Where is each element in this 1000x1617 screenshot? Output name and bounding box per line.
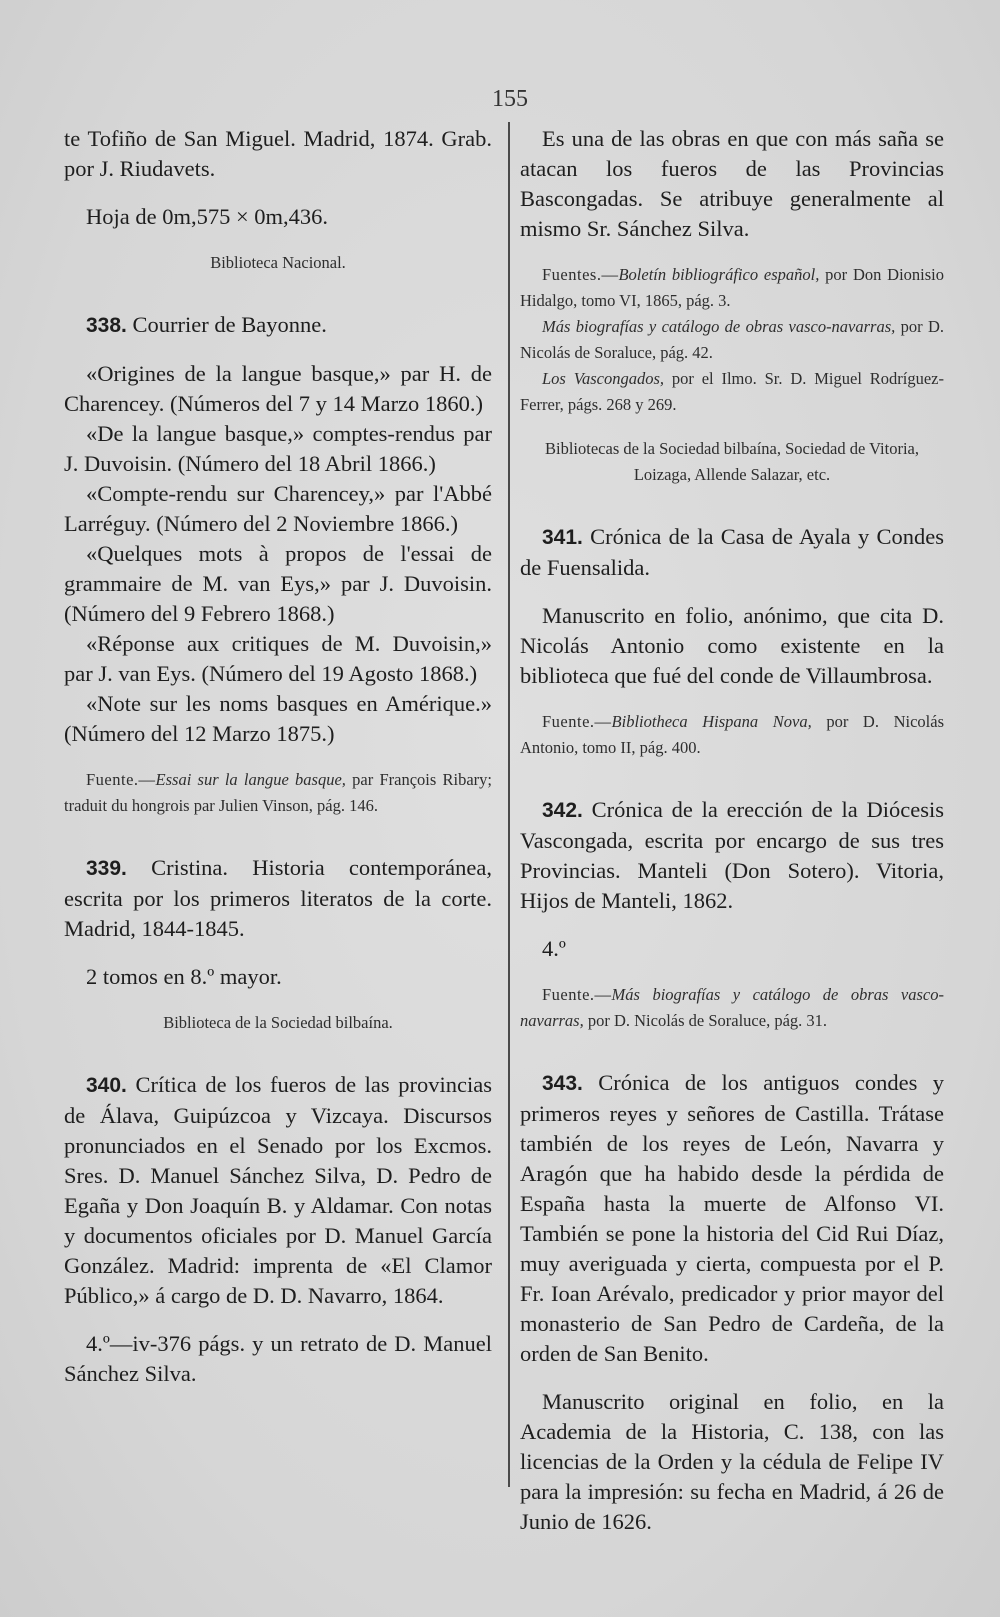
entry-343-number: 343. <box>542 1072 583 1095</box>
left-column <box>64 124 492 1389</box>
source-detail: por D. Nicolás de Soraluce, pág. 31. <box>583 1011 828 1030</box>
entry-338-title: Courrier de Bayonne. <box>132 312 327 337</box>
source-detail: por el Ilmo. Sr. D. Miguel Rodríguez-Ferrer, págs. 268 y 269. <box>520 369 944 414</box>
entry-342-heading <box>520 795 944 916</box>
entry-342-title: Crónica de la erección de la Diócesis Vascongada, escrita por encargo de sus tres Provincias. Manteli (Don Sotero). Vitoria, Hijos de Manteli, 1862. <box>520 797 945 913</box>
right-column <box>520 124 944 1537</box>
entry-342-source <box>520 982 944 1034</box>
entry-343-heading <box>520 1068 944 1369</box>
entry-338-item: «De la langue basque,» comptes-rendus par J. Duvoisin. (Número del 18 Abril 1866.) <box>64 421 492 476</box>
source-title: Los Vascongados, <box>542 369 664 388</box>
entry-341-description: Manuscrito en folio, anónimo, que cita D. Nicolás Antonio como existente en la biblioteca que fué del conde de Villaumbrosa. <box>520 603 944 688</box>
entry-338-number: 338. <box>86 314 127 337</box>
entry-340-format: 4.º—iv-376 págs. y un retrato de D. Manuel Sánchez Silva. <box>64 1331 492 1386</box>
source-label: Fuente.— <box>86 770 156 789</box>
entry-338-item: «Quelques mots à propos de l'essai de grammaire de M. van Eys,» par J. Duvoisin. (Número del 9 Febrero 1868.) <box>64 541 492 626</box>
source-detail: par François Ribary; traduit du hongrois par Julien Vinson, pág. 146. <box>64 770 492 815</box>
source-title: Boletín bibliográfico español, <box>618 265 820 284</box>
entry-338-source <box>64 767 492 819</box>
entry-339-heading <box>64 853 492 944</box>
source-label: Fuente.— <box>542 985 612 1004</box>
source-detail: por D. Nicolás Antonio, tomo II, pág. 400. <box>520 712 944 757</box>
entry-338-item: «Compte-rendu sur Charencey,» par l'Abbé Larréguy. (Número del 2 Noviembre 1866.) <box>64 481 492 536</box>
entry-338-item: «Note sur les noms basques en Amérique.» (Número del 12 Marzo 1875.) <box>64 691 492 746</box>
entry-338-item: «Origines de la langue basque,» par H. de Charencey. (Números del 7 y 14 Marzo 1860.) <box>64 361 492 416</box>
source-title: Bibliotheca Hispana Nova, <box>611 712 812 731</box>
source-detail: por D. Nicolás de Soraluce, pág. 42. <box>520 317 944 362</box>
entry-340-description: Es una de las obras en que con más saña se atacan los fueros de las Provincias Bascongadas. Se atribuye generalmente al mismo Sr. Sánchez Silva. <box>520 126 944 241</box>
entry-340-title: Crítica de los fueros de las provincias de Álava, Guipúzcoa y Vizcaya. Discursos pronunciados en el Senado por los Excmos. Sres. D. Manuel Sánchez Silva, D. Pedro de Egaña y Don Joaquín B. y Aldamar. Con notas y documentos oficiales por D. Manuel García González. Madrid: imprenta de «El Clamor Público,» á cargo de D. D. Navarro, 1864. <box>64 1072 493 1308</box>
entry-340-source-3 <box>520 366 944 418</box>
entry-340-heading <box>64 1070 492 1311</box>
entry-340-number: 340. <box>86 1074 127 1097</box>
entry-340-libraries: Bibliotecas de la Sociedad bilbaína, Sociedad de Vitoria, Loizaga, Allende Salazar, etc. <box>545 439 919 484</box>
source-detail: por Don Dionisio Hidalgo, tomo VI, 1865, pág. 3. <box>520 265 944 310</box>
entry-341-source <box>520 709 944 761</box>
entry-339-title: Cristina. Historia contemporánea, escrita por los primeros literatos de la corte. Madrid, 1844-1845. <box>64 855 492 941</box>
page-number: 155 <box>492 86 528 112</box>
entry-340-source-1 <box>520 262 944 314</box>
source-title: Más biografías y catálogo de obras vasco-navarras, <box>542 317 896 336</box>
entry-342-number: 342. <box>542 799 583 822</box>
entry-341-heading <box>520 522 944 583</box>
entry-340-source-2 <box>520 314 944 366</box>
entry-337-library: Biblioteca Nacional. <box>210 253 346 272</box>
entry-338-heading <box>64 310 492 341</box>
entry-338-item: «Réponse aux critiques de M. Duvoisin,» par J. van Eys. (Número del 19 Agosto 1868.) <box>64 631 492 686</box>
sources-label: Fuentes.— <box>542 265 619 284</box>
entry-339-format: 2 tomos en 8.º mayor. <box>86 964 282 989</box>
entry-343-title: Crónica de los antiguos condes y primeros reyes y señores de Castilla. Trátase también de los reyes de León, Navarra y Aragón que ha habido desde la pérdida de España hasta la muerte de Alfonso VI. También se pone la historia del Cid Rui Díaz, muy averiguada y cierta, compuesta por el P. Fr. Ioan Arévalo, predicador y prior mayor del monasterio de San Pedro de Cardeña, de la orden de San Benito. <box>520 1070 944 1366</box>
entry-337-tail-text: te Tofiño de San Miguel. Madrid, 1874. Grab. por J. Riudavets. <box>64 126 492 181</box>
column-divider <box>508 122 510 1487</box>
entry-342-format: 4.º <box>542 936 566 961</box>
entry-341-number: 341. <box>542 526 583 549</box>
entry-339-number: 339. <box>86 857 127 880</box>
source-title: Essai sur la langue basque, <box>155 770 346 789</box>
source-title: Más biografías y catálogo de obras vasco-navarras, <box>520 985 944 1030</box>
entry-343-description: Manuscrito original en folio, en la Academia de la Historia, C. 138, con las licencias de la Orden y la cédula de Felipe IV para la impresión: su fecha en Madrid, á 26 de Junio de 1626. <box>520 1389 944 1534</box>
entry-337-dimensions: Hoja de 0m,575 × 0m,436. <box>86 204 329 229</box>
source-label: Fuente.— <box>542 712 612 731</box>
entry-339-library: Biblioteca de la Sociedad bilbaína. <box>163 1013 393 1032</box>
entry-341-title: Crónica de la Casa de Ayala y Condes de Fuensalida. <box>520 524 945 580</box>
